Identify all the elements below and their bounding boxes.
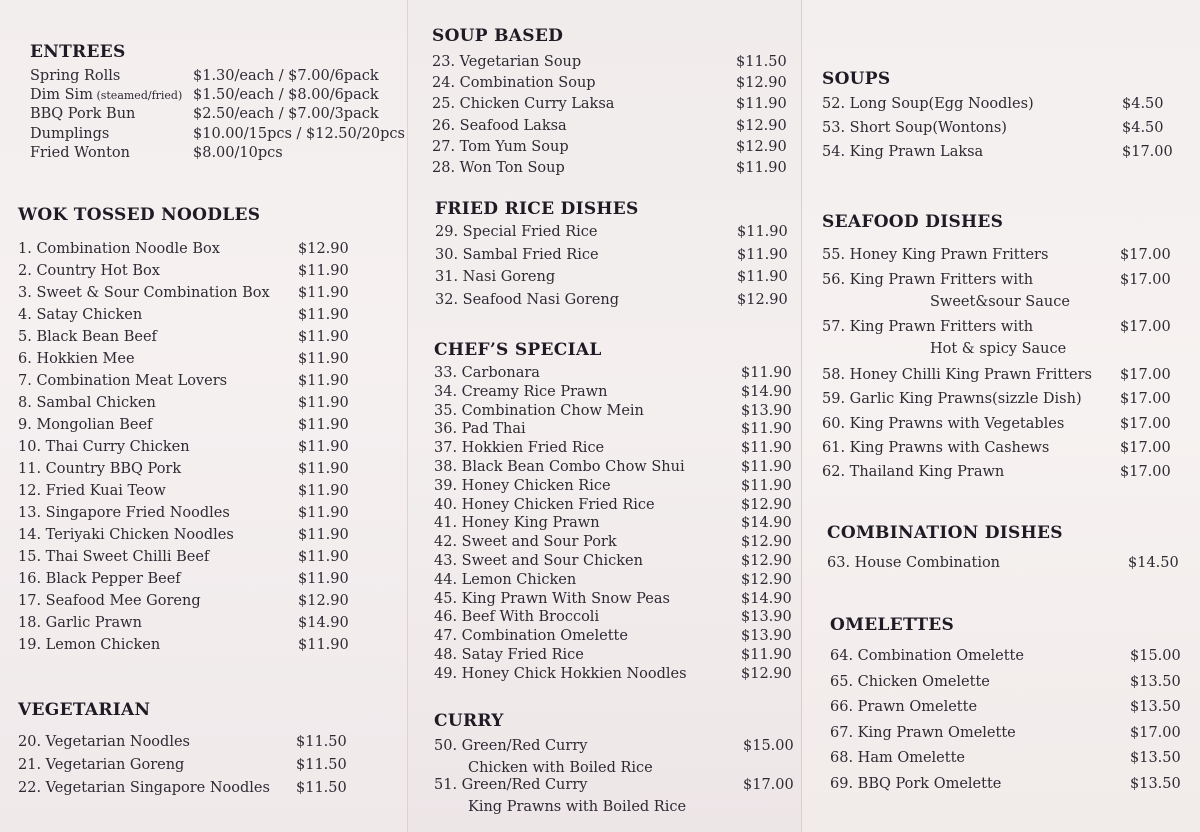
menu-item-name: 63. House Combination — [827, 555, 1001, 571]
menu-item-price: $12.90 — [741, 571, 792, 588]
menu-item-name: 15. Thai Sweet Chilli Beef — [18, 549, 210, 565]
menu-item-price: $12.90 — [737, 291, 788, 308]
menu-item-name: 38. Black Bean Combo Chow Shui — [434, 459, 685, 475]
section-heading: COMBINATION DISHES — [827, 523, 1063, 543]
menu-item-name: 28. Won Ton Soup — [432, 160, 565, 176]
menu-item-name: 40. Honey Chicken Fried Rice — [434, 496, 655, 513]
menu-item-price: $2.50/each / $7.00/3pack — [193, 106, 379, 122]
menu-item-name: 49. Honey Chick Hokkien Noodles — [434, 665, 687, 682]
menu-item-name: 44. Lemon Chicken — [434, 571, 577, 588]
menu-item-price: $11.90 — [298, 263, 349, 279]
menu-item-price: $17.00 — [1120, 272, 1171, 288]
menu-item-price: $13.50 — [1130, 750, 1181, 766]
menu-section-soups — [822, 69, 1200, 160]
menu-item-name: 14. Teriyaki Chicken Noodles — [18, 527, 234, 543]
menu-item-price: $11.90 — [298, 527, 349, 543]
menu-item-price: $12.90 — [741, 665, 792, 682]
menu-item-price: $17.00 — [1130, 724, 1181, 741]
menu-item-price: $4.50 — [1122, 120, 1164, 136]
menu-item-price: $1.50/each / $8.00/6pack — [193, 87, 379, 103]
menu-item-name: 65. Chicken Omelette — [830, 673, 990, 690]
menu-item-price: $11.90 — [298, 439, 349, 455]
menu-item-price: $4.50 — [1122, 96, 1164, 112]
menu-item-name: 59. Garlic King Prawns(sizzle Dish) — [822, 391, 1082, 407]
menu-item-name: 48. Satay Fried Rice — [434, 647, 584, 663]
menu-item-note: (steamed/fried) — [92, 89, 183, 102]
menu-item-name: 32. Seafood Nasi Goreng — [435, 291, 620, 308]
menu-item-price: $11.90 — [298, 571, 349, 587]
menu-item-price: $17.00 — [1120, 391, 1171, 407]
menu-section-combination — [827, 523, 1200, 571]
menu-item-price: $12.90 — [298, 593, 349, 609]
menu-item-price: $12.90 — [741, 496, 792, 513]
menu-item-name: 17. Seafood Mee Goreng — [18, 593, 201, 609]
menu-item-price: $11.50 — [296, 780, 347, 796]
section-heading: SOUPS — [822, 69, 891, 89]
menu-item-price: $11.90 — [741, 421, 792, 438]
menu-panel-middle — [408, 0, 802, 832]
menu-item-name: 54. King Prawn Laksa — [822, 144, 984, 160]
menu-section-noodles — [18, 205, 408, 653]
menu-item-price: $17.00 — [1120, 464, 1171, 480]
menu-item-price: $12.90 — [736, 75, 787, 92]
menu-item-name: 7. Combination Meat Lovers — [18, 373, 228, 389]
menu-item-name: 18. Garlic Prawn — [18, 615, 142, 631]
menu-item-name: 45. King Prawn With Snow Peas — [434, 590, 670, 607]
menu-section-omelettes — [830, 615, 1200, 792]
menu-item-price: $11.90 — [298, 307, 349, 323]
menu-item-name: 64. Combination Omelette — [830, 648, 1024, 664]
menu-item-price: $8.00/10pcs — [193, 145, 283, 161]
menu-section-entrees — [30, 42, 405, 161]
menu-section-fried-rice — [435, 199, 847, 308]
menu-section-seafood — [822, 212, 1200, 480]
menu-item-name: 35. Combination Chow Mein — [434, 402, 644, 419]
menu-item-price: $15.00 — [1130, 648, 1181, 664]
menu-item-name: 69. BBQ Pork Omelette — [830, 775, 1002, 792]
menu-item-name: BBQ Pork Bun — [30, 106, 136, 122]
menu-item-price: $11.90 — [737, 224, 788, 240]
menu-panel-left — [0, 0, 408, 832]
menu-item-name: 19. Lemon Chicken — [18, 637, 161, 653]
section-heading: SEAFOOD DISHES — [822, 212, 1004, 232]
menu-item-price: $12.90 — [736, 138, 787, 155]
menu-item-name: 25. Chicken Curry Laksa — [432, 96, 615, 113]
menu-item-price: $11.90 — [737, 246, 788, 263]
menu-section-soup-based — [432, 26, 846, 176]
menu-item-name: 56. King Prawn Fritters with — [822, 272, 1034, 288]
menu-item-name: 24. Combination Soup — [432, 75, 596, 92]
menu-item-price: $11.90 — [298, 395, 349, 411]
menu-item-price: $11.90 — [298, 549, 349, 565]
menu-item-description: King Prawns with Boiled Rice — [468, 799, 687, 815]
menu-item-name: 22. Vegetarian Singapore Noodles — [18, 780, 270, 796]
menu-item-price: $11.90 — [736, 96, 787, 113]
section-heading: WOK TOSSED NOODLES — [18, 205, 261, 225]
menu-item-name: 42. Sweet and Sour Pork — [434, 534, 617, 551]
menu-item-price: $11.90 — [298, 329, 349, 345]
menu-item-price: $14.50 — [1128, 555, 1179, 571]
menu-section-chefs-special — [434, 340, 851, 682]
menu-item-description: Sweet&sour Sauce — [930, 294, 1070, 310]
menu-item-price: $11.90 — [298, 483, 349, 499]
menu-item-price: $12.90 — [741, 534, 792, 551]
menu-item-name: 1. Combination Noodle Box — [18, 241, 220, 257]
menu-item-price: $11.90 — [298, 351, 349, 367]
menu-item-name: 21. Vegetarian Goreng — [18, 757, 185, 773]
menu-item-name: 53. Short Soup(Wontons) — [822, 120, 1007, 136]
menu-item-price: $14.90 — [298, 615, 349, 631]
section-heading: SOUP BASED — [432, 26, 564, 46]
menu-item-price: $13.50 — [1130, 699, 1181, 715]
menu-item-price: $11.90 — [741, 647, 792, 663]
menu-item-price: $11.90 — [741, 365, 792, 381]
menu-item-name: 47. Combination Omelette — [434, 628, 628, 645]
menu-item-price: $14.90 — [741, 590, 792, 607]
menu-item-price: $11.90 — [298, 637, 349, 653]
section-heading: CHEF’S SPECIAL — [434, 340, 602, 360]
menu-item-name: 39. Honey Chicken Rice — [434, 477, 611, 494]
menu-item-name: 62. Thailand King Prawn — [822, 464, 1005, 480]
menu-item-price: $11.90 — [298, 285, 349, 301]
menu-item-name: 33. Carbonara — [434, 365, 540, 381]
menu-item-price: $17.00 — [1120, 247, 1171, 263]
section-heading: ENTREES — [30, 42, 126, 62]
menu-item-price: $12.90 — [736, 117, 787, 134]
menu-item-name: Fried Wonton — [30, 145, 130, 161]
menu-item-name: 13. Singapore Fried Noodles — [18, 505, 230, 521]
menu-item-name: 8. Sambal Chicken — [18, 395, 156, 411]
menu-item-price: $1.30/each / $7.00/6pack — [193, 68, 379, 84]
menu-item-name: 10. Thai Curry Chicken — [18, 439, 190, 455]
menu-item-price: $11.50 — [296, 757, 347, 773]
menu-item-name: 30. Sambal Fried Rice — [435, 246, 599, 263]
menu-item-name: 4. Satay Chicken — [18, 307, 143, 323]
menu-item-name: 6. Hokkien Mee — [18, 351, 135, 367]
menu-panel-right — [802, 0, 1200, 832]
menu-item-price: $13.50 — [1130, 775, 1181, 792]
menu-item-name: 66. Prawn Omelette — [830, 699, 978, 715]
menu-item-price: $13.90 — [741, 402, 792, 419]
menu-item-price: $17.00 — [1120, 416, 1171, 432]
section-heading: CURRY — [434, 711, 504, 731]
menu-item-name: 67. King Prawn Omelette — [830, 724, 1016, 741]
menu-item-price: $11.90 — [298, 373, 349, 389]
menu-item-name: 16. Black Pepper Beef — [18, 571, 181, 587]
menu-item-name: 43. Sweet and Sour Chicken — [434, 553, 643, 569]
menu-item-name: 36. Pad Thai — [434, 421, 526, 438]
menu-item-price: $11.50 — [296, 734, 347, 750]
menu-item-price: $11.90 — [741, 440, 792, 457]
menu-item-name: 41. Honey King Prawn — [434, 515, 600, 532]
section-heading: FRIED RICE DISHES — [435, 199, 639, 219]
menu-item-name: 9. Mongolian Beef — [18, 417, 153, 433]
menu-item-price: $10.00/15pcs / $12.50/20pcs — [193, 126, 405, 142]
menu-item-price: $11.90 — [298, 461, 349, 477]
menu-item-name: 2. Country Hot Box — [18, 263, 160, 279]
menu-item-name: 61. King Prawns with Cashews — [822, 440, 1050, 456]
menu-item-name: 29. Special Fried Rice — [435, 224, 598, 240]
menu-item-name: 60. King Prawns with Vegetables — [822, 416, 1065, 432]
menu-item-price: $11.90 — [298, 505, 349, 521]
menu-section-vegetarian — [18, 700, 406, 796]
menu-item-name: 11. Country BBQ Pork — [18, 461, 182, 477]
menu-item-price: $13.90 — [741, 609, 792, 626]
menu-item-name: 26. Seafood Laksa — [432, 117, 567, 134]
menu-item-name: 23. Vegetarian Soup — [432, 54, 582, 70]
menu-item-price: $13.90 — [741, 628, 792, 645]
menu-item-name: Spring Rolls — [30, 68, 121, 84]
menu-item-name: 50. Green/Red Curry — [434, 738, 588, 754]
menu-item-price: $17.00 — [1120, 319, 1171, 335]
menu-item-description: Hot & spicy Sauce — [930, 341, 1067, 357]
menu-item-price: $14.90 — [741, 383, 792, 400]
menu-item-name: 3. Sweet & Sour Combination Box — [18, 285, 270, 301]
menu-item-price: $15.00 — [743, 738, 794, 754]
menu-item-name: 12. Fried Kuai Teow — [18, 483, 166, 499]
menu-item-price: $11.90 — [737, 269, 788, 285]
menu-section-curry — [434, 711, 853, 815]
menu-item-price: $17.00 — [1120, 440, 1171, 456]
menu-item-price: $17.00 — [1122, 144, 1173, 160]
menu-item-price: $11.90 — [741, 477, 792, 494]
section-heading: OMELETTES — [830, 615, 955, 635]
menu-item-name: 20. Vegetarian Noodles — [18, 734, 190, 750]
menu-item-name: 58. Honey Chilli King Prawn Fritters — [822, 367, 1092, 383]
menu-item-price: $13.50 — [1130, 673, 1181, 690]
menu-item-name: 46. Beef With Broccoli — [434, 609, 600, 626]
menu-item-price: $14.90 — [741, 515, 792, 532]
menu-item-price: $11.90 — [741, 459, 792, 475]
menu-item-name: 57. King Prawn Fritters with — [822, 319, 1034, 335]
menu-item-name: 37. Hokkien Fried Rice — [434, 440, 605, 457]
section-heading: VEGETARIAN — [18, 700, 151, 720]
menu-item-price: $17.00 — [743, 777, 794, 793]
menu-item-name: 27. Tom Yum Soup — [432, 138, 569, 155]
menu-item-name: 5. Black Bean Beef — [18, 329, 157, 345]
menu-item-price: $17.00 — [1120, 367, 1171, 383]
menu-item-price: $12.90 — [298, 241, 349, 257]
menu-item-name: 31. Nasi Goreng — [435, 269, 556, 285]
menu-item-name: Dumplings — [30, 126, 110, 142]
menu-item-price: $11.50 — [736, 54, 787, 70]
menu-item-price: $11.90 — [736, 160, 787, 176]
menu-item-name: 68. Ham Omelette — [830, 750, 965, 766]
menu-item-name: 52. Long Soup(Egg Noodles) — [822, 96, 1034, 112]
menu-item-price: $12.90 — [741, 553, 792, 569]
menu-item-price: $11.90 — [298, 417, 349, 433]
menu-item-description: Chicken with Boiled Rice — [468, 760, 653, 776]
menu-item-name: Dim Sim (steamed/fried) — [30, 87, 183, 103]
menu-item-name: 51. Green/Red Curry — [434, 777, 588, 793]
menu-item-name: 34. Creamy Rice Prawn — [434, 383, 608, 400]
menu-item-name: 55. Honey King Prawn Fritters — [822, 247, 1049, 263]
